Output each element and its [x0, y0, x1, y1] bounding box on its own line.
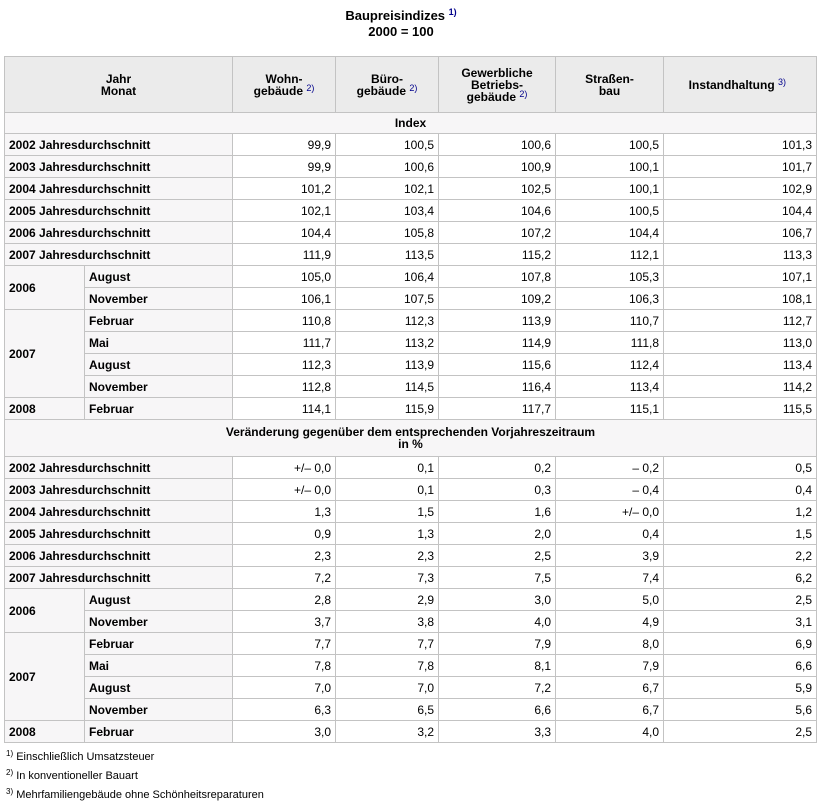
table-cell: 0,4 — [556, 523, 664, 545]
header-gewerbliche-betriebsgebaeude — [439, 57, 556, 113]
section-title — [5, 420, 817, 457]
table-cell: 99,9 — [233, 134, 336, 156]
table-cell: 2,5 — [439, 545, 556, 567]
table-cell: 99,9 — [233, 156, 336, 178]
table-row — [5, 134, 817, 156]
year-label: 2007 — [5, 310, 85, 398]
footnote-mark: 2) — [6, 768, 14, 777]
table-row — [5, 200, 817, 222]
table-cell: 100,1 — [556, 156, 664, 178]
table-cell: 104,4 — [556, 222, 664, 244]
table-row — [5, 523, 817, 545]
year-label: 2006 — [5, 266, 85, 310]
header-instandhaltung — [664, 57, 817, 113]
month-label: August — [85, 677, 233, 699]
table-cell: 6,7 — [556, 699, 664, 721]
table-cell: 113,9 — [439, 310, 556, 332]
table-cell: 1,5 — [336, 501, 439, 523]
table-cell: 3,8 — [336, 611, 439, 633]
year-label: 2008 — [5, 398, 85, 420]
table-cell: 3,0 — [233, 721, 336, 743]
header-instand-note: 3) — [778, 76, 787, 87]
table-cell: 2,2 — [664, 545, 817, 567]
table-cell: 8,1 — [439, 655, 556, 677]
section-subtitle: in % — [398, 437, 423, 451]
table-cell: 112,8 — [233, 376, 336, 398]
table-row — [5, 332, 817, 354]
table-cell: 3,1 — [664, 611, 817, 633]
header-buero-note: 2) — [409, 82, 418, 93]
table-cell: 6,7 — [556, 677, 664, 699]
table-cell: 101,7 — [664, 156, 817, 178]
header-year-month — [5, 57, 233, 113]
table-cell: 1,3 — [336, 523, 439, 545]
table-cell: 7,0 — [233, 677, 336, 699]
table-cell: 112,3 — [233, 354, 336, 376]
footnote-mark: 3) — [6, 787, 14, 796]
month-label: Mai — [85, 332, 233, 354]
table-row — [5, 310, 817, 332]
table-cell: 111,7 — [233, 332, 336, 354]
table-cell: 1,2 — [664, 501, 817, 523]
table-cell: 112,7 — [664, 310, 817, 332]
table-cell: 104,6 — [439, 200, 556, 222]
table-row — [5, 266, 817, 288]
table-cell: 7,0 — [336, 677, 439, 699]
table-cell: 107,5 — [336, 288, 439, 310]
section-title-text: Veränderung gegenüber dem entsprechenden Vorjahreszeitraum — [225, 425, 596, 439]
month-label: November — [85, 611, 233, 633]
table-cell: 6,5 — [336, 699, 439, 721]
table-cell: 5,6 — [664, 699, 817, 721]
table-cell: 6,6 — [439, 699, 556, 721]
table-cell: +/– 0,0 — [556, 501, 664, 523]
table-cell: 101,3 — [664, 134, 817, 156]
table-cell: 102,5 — [439, 178, 556, 200]
table-cell: 6,3 — [233, 699, 336, 721]
table-cell: 100,5 — [556, 200, 664, 222]
table-row — [5, 655, 817, 677]
table-cell: 102,1 — [233, 200, 336, 222]
table-row — [5, 178, 817, 200]
table-row — [5, 288, 817, 310]
footnote — [6, 767, 264, 786]
table-cell: 104,4 — [664, 200, 817, 222]
header-row — [5, 57, 817, 113]
table-cell: 114,2 — [664, 376, 817, 398]
table-cell: 3,9 — [556, 545, 664, 567]
row-label: 2005 Jahresdurchschnitt — [5, 200, 233, 222]
table-cell: 1,3 — [233, 501, 336, 523]
table-cell: 110,8 — [233, 310, 336, 332]
table-cell: 2,5 — [664, 721, 817, 743]
table-cell: 114,1 — [233, 398, 336, 420]
table-cell: 111,8 — [556, 332, 664, 354]
table-row — [5, 677, 817, 699]
table-cell: 107,2 — [439, 222, 556, 244]
table-cell: +/– 0,0 — [233, 457, 336, 479]
table-cell: 113,2 — [336, 332, 439, 354]
month-label: August — [85, 266, 233, 288]
table-cell: 108,1 — [664, 288, 817, 310]
row-label: 2003 Jahresdurchschnitt — [5, 479, 233, 501]
row-label: 2002 Jahresdurchschnitt — [5, 134, 233, 156]
table-cell: 111,9 — [233, 244, 336, 266]
table-cell: 113,9 — [336, 354, 439, 376]
table-cell: 2,8 — [233, 589, 336, 611]
table-cell: 1,6 — [439, 501, 556, 523]
footnote-text: In konventioneller Bauart — [16, 770, 138, 782]
table-cell: 115,9 — [336, 398, 439, 420]
price-index-table — [4, 56, 817, 743]
page-title — [0, 8, 802, 40]
table-cell: 105,3 — [556, 266, 664, 288]
month-label: Februar — [85, 721, 233, 743]
table-cell: 106,3 — [556, 288, 664, 310]
header-gewerb-note: 2) — [519, 88, 528, 99]
table-body — [5, 57, 817, 743]
month-label: Februar — [85, 310, 233, 332]
table-row — [5, 611, 817, 633]
table-cell: 7,2 — [233, 567, 336, 589]
table-row — [5, 376, 817, 398]
table-cell: 7,8 — [233, 655, 336, 677]
row-label: 2007 Jahresdurchschnitt — [5, 244, 233, 266]
table-row — [5, 721, 817, 743]
table-row — [5, 633, 817, 655]
header-buerogebaeude — [336, 57, 439, 113]
table-cell: 113,4 — [556, 376, 664, 398]
table-cell: 2,9 — [336, 589, 439, 611]
month-label: November — [85, 699, 233, 721]
table-cell: 8,0 — [556, 633, 664, 655]
table-cell: 114,9 — [439, 332, 556, 354]
table-cell: 7,8 — [336, 655, 439, 677]
row-label: 2004 Jahresdurchschnitt — [5, 178, 233, 200]
table-row — [5, 222, 817, 244]
table-cell: 115,2 — [439, 244, 556, 266]
header-month-label: Monat — [100, 83, 137, 98]
row-label: 2007 Jahresdurchschnitt — [5, 567, 233, 589]
row-label: 2006 Jahresdurchschnitt — [5, 545, 233, 567]
table-cell: 7,4 — [556, 567, 664, 589]
month-label: August — [85, 589, 233, 611]
table-cell: 115,1 — [556, 398, 664, 420]
table-cell: 2,3 — [233, 545, 336, 567]
table-cell: 115,6 — [439, 354, 556, 376]
table-cell: 6,6 — [664, 655, 817, 677]
table-cell: 106,7 — [664, 222, 817, 244]
section-title-text: Index — [394, 116, 427, 130]
header-instand-line1: Instandhaltung — [688, 77, 775, 92]
table-row — [5, 567, 817, 589]
row-label: 2002 Jahresdurchschnitt — [5, 457, 233, 479]
table-cell: 102,9 — [664, 178, 817, 200]
table-cell: 105,8 — [336, 222, 439, 244]
month-label: November — [85, 288, 233, 310]
table-cell: 4,9 — [556, 611, 664, 633]
table-cell: 113,4 — [664, 354, 817, 376]
section-row — [5, 113, 817, 134]
header-wohn-line1: Wohn- — [265, 71, 303, 86]
table-cell: 0,5 — [664, 457, 817, 479]
row-label: 2005 Jahresdurchschnitt — [5, 523, 233, 545]
table-row — [5, 545, 817, 567]
table-cell: 105,0 — [233, 266, 336, 288]
table-row — [5, 479, 817, 501]
table-cell: 0,3 — [439, 479, 556, 501]
table-cell: 5,0 — [556, 589, 664, 611]
table-cell: 0,9 — [233, 523, 336, 545]
table-cell: 100,9 — [439, 156, 556, 178]
table-cell: 0,1 — [336, 457, 439, 479]
table-cell: 100,5 — [336, 134, 439, 156]
month-label: Februar — [85, 398, 233, 420]
table-cell: 4,0 — [439, 611, 556, 633]
table-cell: 113,3 — [664, 244, 817, 266]
year-label: 2006 — [5, 589, 85, 633]
table-cell: 7,2 — [439, 677, 556, 699]
table-cell: 112,1 — [556, 244, 664, 266]
month-label: Februar — [85, 633, 233, 655]
table-cell: 106,1 — [233, 288, 336, 310]
table-cell: 100,6 — [336, 156, 439, 178]
table-cell: 114,5 — [336, 376, 439, 398]
header-strassenbau — [556, 57, 664, 113]
table-cell: 113,5 — [336, 244, 439, 266]
header-wohn-note: 2) — [306, 82, 315, 93]
month-label: November — [85, 376, 233, 398]
table-cell: 3,3 — [439, 721, 556, 743]
table-cell: 107,8 — [439, 266, 556, 288]
table-row — [5, 501, 817, 523]
table-row — [5, 354, 817, 376]
title-text: Baupreisindizes — [345, 8, 446, 23]
table-cell: 2,5 — [664, 589, 817, 611]
footnote — [6, 786, 264, 805]
table-cell: 7,9 — [439, 633, 556, 655]
table-cell: 6,9 — [664, 633, 817, 655]
table-cell: 100,5 — [556, 134, 664, 156]
row-label: 2003 Jahresdurchschnitt — [5, 156, 233, 178]
table-cell: 7,5 — [439, 567, 556, 589]
header-strasse-line2: bau — [598, 83, 621, 98]
footnote-text: Einschließlich Umsatzsteuer — [16, 751, 155, 763]
table-cell: 103,4 — [336, 200, 439, 222]
title-footnote-ref: 1) — [448, 7, 457, 17]
footnote-text: Mehrfamiliengebäude ohne Schönheitsreparaturen — [16, 789, 264, 801]
table-row — [5, 699, 817, 721]
table-row — [5, 244, 817, 266]
year-label: 2007 — [5, 633, 85, 721]
header-buero-line2: gebäude — [356, 83, 406, 98]
table-cell: 5,9 — [664, 677, 817, 699]
table-cell: 116,4 — [439, 376, 556, 398]
table-cell: 112,3 — [336, 310, 439, 332]
table-cell: +/– 0,0 — [233, 479, 336, 501]
table-cell: 0,1 — [336, 479, 439, 501]
table-cell: 117,7 — [439, 398, 556, 420]
table-cell: 101,2 — [233, 178, 336, 200]
table-cell: 100,6 — [439, 134, 556, 156]
table-cell: 107,1 — [664, 266, 817, 288]
header-buero-line1: Büro- — [371, 71, 404, 86]
header-wohngebaeude — [233, 57, 336, 113]
table-cell: 115,5 — [664, 398, 817, 420]
header-strasse-line1: Straßen- — [585, 71, 634, 86]
table-row — [5, 457, 817, 479]
table-cell: 106,4 — [336, 266, 439, 288]
title-subtitle: 2000 = 100 — [368, 24, 434, 39]
table-cell: 4,0 — [556, 721, 664, 743]
table-cell: 110,7 — [556, 310, 664, 332]
year-label: 2008 — [5, 721, 85, 743]
table-cell: 102,1 — [336, 178, 439, 200]
row-label: 2004 Jahresdurchschnitt — [5, 501, 233, 523]
footnotes — [6, 748, 264, 805]
footnote-mark: 1) — [6, 749, 14, 758]
table-cell: 112,4 — [556, 354, 664, 376]
table-cell: 2,3 — [336, 545, 439, 567]
row-label: 2006 Jahresdurchschnitt — [5, 222, 233, 244]
table-cell: – 0,4 — [556, 479, 664, 501]
month-label: August — [85, 354, 233, 376]
section-title — [5, 113, 817, 134]
table-cell: 3,0 — [439, 589, 556, 611]
table-cell: 7,7 — [233, 633, 336, 655]
table-cell: 113,0 — [664, 332, 817, 354]
table-cell: 2,0 — [439, 523, 556, 545]
month-label: Mai — [85, 655, 233, 677]
footnote — [6, 748, 264, 767]
section-row — [5, 420, 817, 457]
table-cell: 7,3 — [336, 567, 439, 589]
table-row — [5, 156, 817, 178]
table-cell: 104,4 — [233, 222, 336, 244]
header-gewerb-line3: gebäude — [466, 89, 516, 104]
table-cell: 100,1 — [556, 178, 664, 200]
table-cell: 6,2 — [664, 567, 817, 589]
table-cell: 0,4 — [664, 479, 817, 501]
header-wohn-line2: gebäude — [253, 83, 303, 98]
table-cell: – 0,2 — [556, 457, 664, 479]
table-cell: 3,2 — [336, 721, 439, 743]
table-cell: 3,7 — [233, 611, 336, 633]
table-cell: 7,7 — [336, 633, 439, 655]
header-gewerb-line1: Gewerbliche — [461, 65, 533, 80]
table-cell: 0,2 — [439, 457, 556, 479]
table-row — [5, 398, 817, 420]
table-row — [5, 589, 817, 611]
header-year-label: Jahr — [105, 71, 132, 86]
table-cell: 7,9 — [556, 655, 664, 677]
header-gewerb-line2: Betriebs- — [471, 77, 524, 92]
table-cell: 1,5 — [664, 523, 817, 545]
table-cell: 109,2 — [439, 288, 556, 310]
